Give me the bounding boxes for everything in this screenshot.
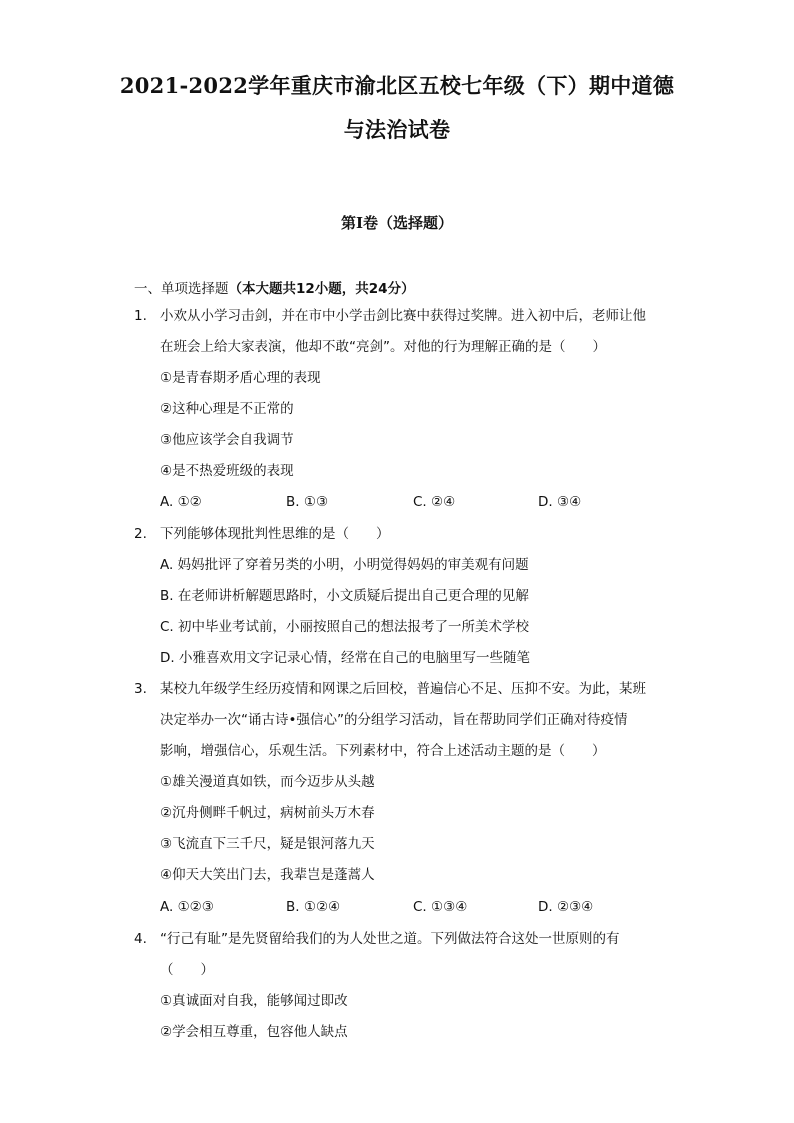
statement-item: ②沉舟侧畔千帆过，病树前头万木春 xyxy=(160,805,375,821)
question-stem-line: “行己有耻”是先贤留给我们的为人处世之道。下列做法符合这处一世原则的有 xyxy=(160,931,620,947)
option-a[interactable]: A. ①②③ xyxy=(160,899,214,915)
option-d[interactable]: D. ②③④ xyxy=(538,899,594,915)
exam-title-line2: 与法治试卷 xyxy=(343,117,451,142)
section-prefix: 一、单项选择题 xyxy=(134,281,229,297)
question-stem-line: 在班会上给大家表演，他却不敢“亮剑”。对他的行为理解正确的是（ ） xyxy=(160,339,606,355)
statement-item: ②学会相互尊重，包容他人缺点 xyxy=(160,1024,348,1040)
option-d[interactable]: D. 小雅喜欢用文字记录心情，经常在自己的电脑里写一些随笔 xyxy=(160,650,530,666)
option-c[interactable]: C. ②④ xyxy=(413,494,456,510)
question-number: 4. xyxy=(134,931,147,947)
volume-title: 第I卷（选择题） xyxy=(340,214,454,232)
question-number: 3. xyxy=(134,681,147,697)
question-stem-line: 下列能够体现批判性思维的是（ ） xyxy=(160,526,390,542)
question-stem-line: （ ） xyxy=(160,962,214,978)
option-a[interactable]: A. 妈妈批评了穿着另类的小明，小明觉得妈妈的审美观有问题 xyxy=(160,557,529,573)
option-b[interactable]: B. ①③ xyxy=(286,494,329,510)
option-c[interactable]: C. 初中毕业考试前，小丽按照自己的想法报考了一所美术学校 xyxy=(160,619,530,635)
statement-item: ①真诚面对自我，能够闻过即改 xyxy=(160,993,348,1009)
statement-item: ④仰天大笑出门去，我辈岂是蓬蒿人 xyxy=(160,867,375,883)
option-d[interactable]: D. ③④ xyxy=(538,494,582,510)
section-info: （本大题共12小题，共24分） xyxy=(228,281,415,297)
question-number: 1. xyxy=(134,308,147,324)
statement-item: ③他应该学会自我调节 xyxy=(160,432,294,448)
statement-item: ③飞流直下三千尺，疑是银河落九天 xyxy=(160,836,375,852)
answer-options xyxy=(160,897,630,917)
statement-item: ④是不热爱班级的表现 xyxy=(160,463,294,479)
exam-title-line1: 2021-2022学年重庆市渝北区五校七年级（下）期中道德 xyxy=(119,73,675,98)
question-stem-line: 某校九年级学生经历疫情和网课之后回校，普遍信心不足、压抑不安。为此，某班 xyxy=(160,681,646,697)
question-stem-line: 影响，增强信心，乐观生活。下列素材中，符合上述活动主题的是（ ） xyxy=(160,743,606,759)
statement-item: ②这种心理是不正常的 xyxy=(160,401,294,417)
answer-options xyxy=(160,492,630,512)
statement-item: ①雄关漫道真如铁，而今迈步从头越 xyxy=(160,774,375,790)
option-b[interactable]: B. 在老师讲析解题思路时，小文质疑后提出自己更合理的见解 xyxy=(160,588,529,604)
question-stem-line: 小欢从小学习击剑，并在市中小学击剑比赛中获得过奖牌。进入初中后，老师让他 xyxy=(160,308,646,324)
section-header xyxy=(134,277,415,297)
option-b[interactable]: B. ①②④ xyxy=(286,899,341,915)
option-a[interactable]: A. ①② xyxy=(160,494,202,510)
question-number: 2. xyxy=(134,526,147,542)
question-stem-line: 决定举办一次“诵古诗•强信心”的分组学习活动，旨在帮助同学们正确对待疫情 xyxy=(160,712,628,728)
statement-item: ①是青春期矛盾心理的表现 xyxy=(160,370,321,386)
option-c[interactable]: C. ①③④ xyxy=(413,899,468,915)
